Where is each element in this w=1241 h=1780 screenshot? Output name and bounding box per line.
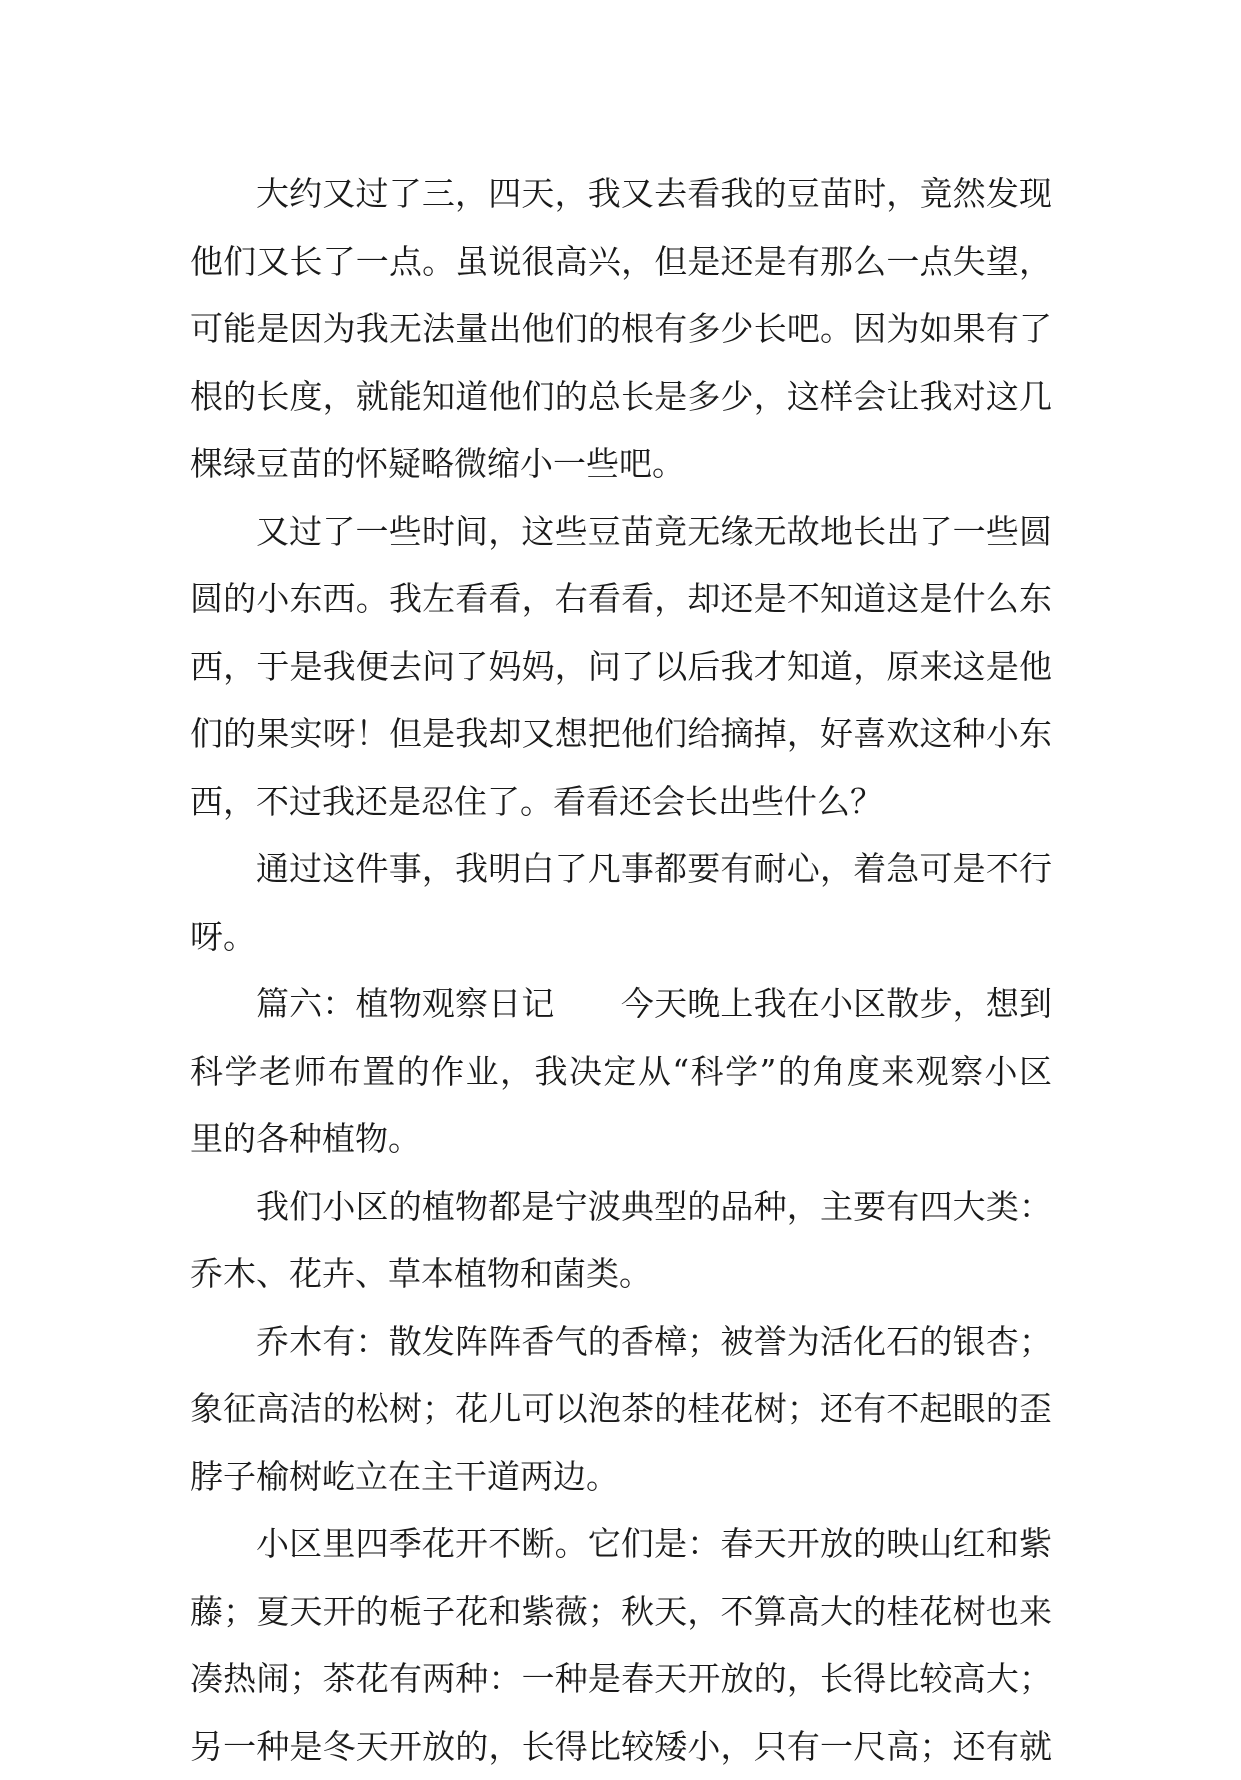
text-line: 圆的小东西。我左看看，右看看，却还是不知道这是什么东: [190, 565, 1052, 633]
text-line: 棵绿豆苗的怀疑略微缩小一些吧。: [190, 430, 1052, 498]
text-line: 藤；夏天开的栀子花和紫薇；秋天，不算高大的桂花树也来: [190, 1578, 1052, 1646]
text-line: 通过这件事，我明白了凡事都要有耐心，着急可是不行: [190, 835, 1052, 903]
paragraph: [190, 1510, 1052, 1780]
text-line: 脖子榆树屹立在主干道两边。: [190, 1443, 1052, 1511]
text-line: 又过了一些时间，这些豆苗竟无缘无故地长出了一些圆: [190, 498, 1052, 566]
text-line: 西，不过我还是忍住了。看看还会长出些什么？: [190, 768, 1052, 836]
text-line: 另一种是冬天开放的，长得比较矮小，只有一尺高；还有就: [190, 1713, 1052, 1780]
text-line: 们的果实呀！但是我却又想把他们给摘掉，好喜欢这种小东: [190, 700, 1052, 768]
document-body: [190, 160, 1052, 1780]
paragraph: [190, 160, 1052, 498]
paragraph: [190, 835, 1052, 970]
text-line: 象征高洁的松树；花儿可以泡茶的桂花树；还有不起眼的歪: [190, 1375, 1052, 1443]
section-heading-line: 篇六：植物观察日记 今天晚上我在小区散步，想到: [190, 970, 1052, 1038]
text-line: 小区里四季花开不断。它们是：春天开放的映山红和紫: [190, 1510, 1052, 1578]
paragraph: [190, 1173, 1052, 1308]
text-line: 他们又长了一点。虽说很高兴，但是还是有那么一点失望，: [190, 228, 1052, 296]
text-line: 我们小区的植物都是宁波典型的品种，主要有四大类：: [190, 1173, 1052, 1241]
text-line: 里的各种植物。: [190, 1105, 1052, 1173]
paragraph: [190, 498, 1052, 836]
text-line: 乔木有：散发阵阵香气的香樟；被誉为活化石的银杏；: [190, 1308, 1052, 1376]
text-line: 可能是因为我无法量出他们的根有多少长吧。因为如果有了: [190, 295, 1052, 363]
paragraph: [190, 970, 1052, 1173]
paragraph: [190, 1308, 1052, 1511]
text-line: 乔木、花卉、草本植物和菌类。: [190, 1240, 1052, 1308]
text-line: 西，于是我便去问了妈妈，问了以后我才知道，原来这是他: [190, 633, 1052, 701]
text-line: 根的长度，就能知道他们的总长是多少，这样会让我对这几: [190, 363, 1052, 431]
text-line: 呀。: [190, 903, 1052, 971]
text-line: 大约又过了三，四天，我又去看我的豆苗时，竟然发现: [190, 160, 1052, 228]
text-line: 科学老师布置的作业，我决定从“科学”的角度来观察小区: [190, 1038, 1052, 1106]
text-line: 凑热闹；茶花有两种：一种是春天开放的，长得比较高大；: [190, 1645, 1052, 1713]
